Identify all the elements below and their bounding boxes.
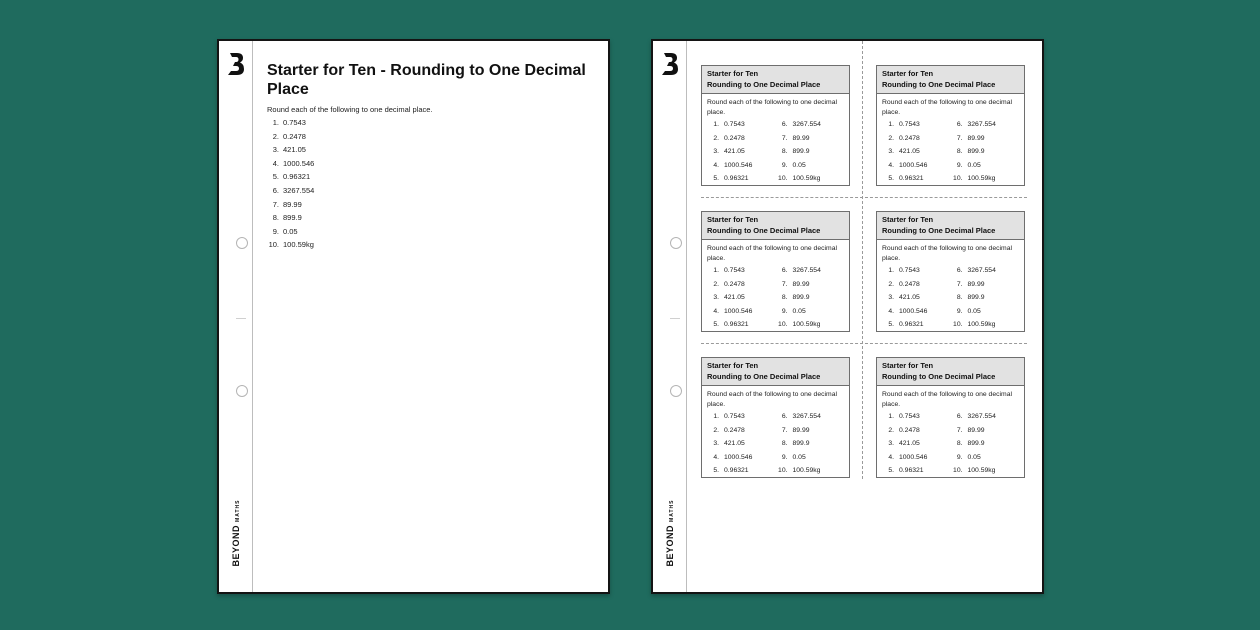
question-value: 421.05	[899, 440, 920, 448]
question-value: 0.05	[967, 161, 981, 169]
card-header	[877, 212, 1024, 240]
question-number: 8.	[781, 440, 788, 448]
question-value: 899.9	[792, 440, 810, 448]
question-item	[882, 132, 951, 146]
card-question-column	[776, 264, 845, 332]
question-value: 89.99	[967, 426, 985, 434]
card-question-column	[951, 410, 1020, 478]
question-item	[707, 264, 776, 278]
cut-line-vertical	[862, 41, 863, 479]
question-item	[882, 145, 951, 159]
question-number: 7.	[272, 199, 279, 209]
question-item	[707, 464, 776, 478]
question-item	[776, 145, 845, 159]
question-item	[707, 118, 776, 132]
question-item	[882, 118, 951, 132]
question-number: 7.	[781, 134, 788, 142]
question-number: 10.	[953, 175, 963, 183]
card-title: Starter for Ten	[707, 69, 759, 78]
question-number: 3.	[888, 294, 894, 302]
question-item	[951, 132, 1020, 146]
beyond-logo-icon	[660, 51, 680, 77]
question-value: 1000.546	[899, 161, 928, 169]
question-value: 3267.554	[792, 121, 821, 129]
question-number: 7.	[956, 426, 963, 434]
card-title: Starter for Ten	[707, 361, 759, 370]
card-header	[877, 358, 1024, 386]
question-number: 1.	[888, 121, 894, 129]
question-number: 6.	[781, 121, 788, 129]
question-item	[882, 159, 951, 173]
question-value: 0.7543	[724, 267, 745, 275]
question-number: 1.	[713, 121, 719, 129]
page-margin-strip	[219, 41, 253, 592]
question-number: 5.	[713, 321, 719, 329]
worksheet-page-cards	[651, 39, 1044, 594]
question-number: 6.	[272, 185, 279, 195]
question-item	[776, 305, 845, 319]
question-value: 100.59kg	[792, 321, 821, 329]
question-item	[776, 118, 845, 132]
card-subtitle: Rounding to One Decimal Place	[707, 79, 821, 89]
fold-mark	[670, 318, 680, 319]
question-value: 899.9	[967, 148, 985, 156]
question-number: 3.	[713, 148, 719, 156]
question-value: 1000.546	[283, 158, 315, 168]
question-value: 0.96321	[899, 467, 924, 475]
question-value: 421.05	[724, 294, 745, 302]
question-value: 89.99	[967, 280, 985, 288]
card-instruction: Round each of the following to one decimal place.	[707, 99, 837, 116]
question-number: 6.	[956, 267, 963, 275]
card-question-column	[951, 264, 1020, 332]
starter-card	[876, 211, 1025, 332]
question-item	[267, 213, 314, 227]
question-number: 7.	[781, 280, 788, 288]
question-value: 0.2478	[724, 280, 745, 288]
question-value: 0.7543	[899, 413, 920, 421]
question-number: 6.	[781, 267, 788, 275]
card-title: Starter for Ten	[882, 69, 934, 78]
card-header	[877, 66, 1024, 94]
question-value: 0.05	[792, 453, 806, 461]
question-value: 100.59kg	[792, 175, 821, 183]
question-item	[951, 172, 1020, 186]
question-value: 0.05	[967, 453, 981, 461]
question-value: 3267.554	[967, 121, 996, 129]
question-number: 4.	[713, 307, 719, 315]
card-question-column	[707, 264, 776, 332]
question-value: 89.99	[283, 199, 302, 209]
question-number: 6.	[956, 121, 963, 129]
question-value: 421.05	[724, 440, 745, 448]
question-item	[707, 318, 776, 332]
question-number: 10.	[268, 240, 279, 250]
question-item	[951, 305, 1020, 319]
question-list	[267, 118, 314, 254]
question-number: 2.	[272, 131, 279, 141]
question-number: 9.	[781, 307, 788, 315]
question-number: 6.	[781, 413, 788, 421]
question-value: 0.96321	[899, 321, 924, 329]
question-number: 1.	[888, 413, 894, 421]
question-item	[951, 464, 1020, 478]
brand-wordmark: BEYONDMATHS	[665, 499, 675, 567]
question-value: 0.7543	[724, 121, 745, 129]
page-margin-strip	[653, 41, 687, 592]
question-number: 2.	[713, 134, 719, 142]
question-number: 8.	[781, 294, 788, 302]
question-item	[707, 451, 776, 465]
question-item	[882, 264, 951, 278]
question-number: 4.	[888, 161, 894, 169]
question-number: 7.	[781, 426, 788, 434]
question-number: 2.	[888, 426, 894, 434]
card-title: Starter for Ten	[707, 215, 759, 224]
question-value: 0.96321	[899, 175, 924, 183]
question-item	[776, 410, 845, 424]
question-value: 421.05	[899, 148, 920, 156]
question-item	[267, 240, 314, 254]
question-number: 5.	[272, 172, 279, 182]
question-number: 8.	[956, 294, 963, 302]
question-item	[267, 159, 314, 173]
card-subtitle: Rounding to One Decimal Place	[707, 371, 821, 381]
question-number: 3.	[713, 294, 719, 302]
punch-hole	[236, 385, 248, 397]
worksheet-title: Starter for Ten - Rounding to One Decimal Place	[267, 62, 586, 98]
question-item	[776, 264, 845, 278]
question-item	[951, 145, 1020, 159]
question-number: 4.	[272, 158, 279, 168]
card-subtitle: Rounding to One Decimal Place	[882, 225, 996, 235]
question-item	[776, 278, 845, 292]
card-subtitle: Rounding to One Decimal Place	[707, 225, 821, 235]
question-value: 421.05	[724, 148, 745, 156]
question-number: 3.	[272, 145, 279, 155]
question-value: 100.59kg	[967, 467, 996, 475]
question-item	[882, 172, 951, 186]
question-value: 421.05	[899, 294, 920, 302]
cut-line-horizontal	[701, 197, 1027, 198]
question-value: 3267.554	[283, 185, 315, 195]
question-number: 6.	[956, 413, 963, 421]
question-item	[267, 118, 314, 132]
question-item	[776, 172, 845, 186]
question-number: 10.	[778, 321, 788, 329]
card-header	[702, 66, 849, 94]
question-item	[707, 159, 776, 173]
question-item	[776, 132, 845, 146]
starter-card	[701, 65, 850, 186]
question-value: 89.99	[967, 134, 985, 142]
starter-card	[876, 65, 1025, 186]
question-value: 899.9	[283, 213, 302, 223]
question-value: 0.2478	[283, 131, 306, 141]
beyond-logo-icon	[226, 51, 246, 77]
question-value: 100.59kg	[967, 175, 996, 183]
question-value: 0.05	[283, 226, 298, 236]
question-number: 7.	[956, 280, 963, 288]
question-number: 2.	[888, 280, 894, 288]
question-item	[951, 118, 1020, 132]
question-value: 0.7543	[899, 121, 920, 129]
punch-hole	[670, 385, 682, 397]
question-number: 4.	[888, 307, 894, 315]
question-value: 1000.546	[724, 453, 753, 461]
punch-hole	[236, 237, 248, 249]
question-value: 1000.546	[899, 453, 928, 461]
question-value: 899.9	[792, 148, 810, 156]
question-value: 0.96321	[283, 172, 311, 182]
card-question-column	[951, 118, 1020, 186]
card-instruction: Round each of the following to one decimal place.	[882, 99, 1012, 116]
question-item	[267, 132, 314, 146]
question-number: 7.	[956, 134, 963, 142]
fold-mark	[236, 318, 246, 319]
question-item	[707, 437, 776, 451]
question-item	[882, 278, 951, 292]
question-value: 100.59kg	[283, 240, 314, 250]
question-value: 899.9	[792, 294, 810, 302]
starter-card	[701, 357, 850, 478]
question-value: 89.99	[792, 426, 810, 434]
question-value: 0.2478	[899, 280, 920, 288]
question-value: 100.59kg	[967, 321, 996, 329]
question-value: 0.05	[967, 307, 981, 315]
question-item	[951, 278, 1020, 292]
card-header	[702, 358, 849, 386]
question-number: 5.	[713, 175, 719, 183]
card-title: Starter for Ten	[882, 361, 934, 370]
card-title: Starter for Ten	[882, 215, 934, 224]
card-instruction: Round each of the following to one decimal place.	[882, 391, 1012, 408]
question-number: 9.	[272, 226, 279, 236]
question-item	[267, 145, 314, 159]
question-number: 9.	[781, 161, 788, 169]
question-item	[776, 437, 845, 451]
question-value: 0.2478	[899, 134, 920, 142]
question-number: 5.	[888, 175, 894, 183]
question-number: 4.	[888, 453, 894, 461]
question-item	[951, 410, 1020, 424]
question-number: 4.	[713, 161, 719, 169]
question-item	[776, 424, 845, 438]
question-item	[267, 200, 314, 214]
card-instruction: Round each of the following to one decimal place.	[882, 245, 1012, 262]
question-number: 5.	[888, 467, 894, 475]
starter-card	[876, 357, 1025, 478]
punch-hole	[670, 237, 682, 249]
card-subtitle: Rounding to One Decimal Place	[882, 371, 996, 381]
question-value: 0.96321	[724, 467, 749, 475]
card-header	[702, 212, 849, 240]
question-value: 0.05	[792, 307, 806, 315]
question-item	[882, 424, 951, 438]
question-number: 3.	[713, 440, 719, 448]
question-number: 8.	[781, 148, 788, 156]
question-item	[882, 451, 951, 465]
card-subtitle: Rounding to One Decimal Place	[882, 79, 996, 89]
question-number: 8.	[272, 213, 279, 223]
question-item	[267, 186, 314, 200]
cut-line-horizontal	[701, 343, 1027, 344]
question-number: 1.	[713, 413, 719, 421]
card-question-column	[776, 118, 845, 186]
question-number: 2.	[888, 134, 894, 142]
question-number: 8.	[956, 148, 963, 156]
question-item	[267, 227, 314, 241]
question-item	[882, 318, 951, 332]
question-item	[776, 464, 845, 478]
question-number: 9.	[956, 307, 963, 315]
question-item	[951, 318, 1020, 332]
worksheet-instruction: Round each of the following to one decimal place.	[267, 105, 433, 114]
question-value: 100.59kg	[792, 467, 821, 475]
question-number: 3.	[888, 440, 894, 448]
question-value: 899.9	[967, 440, 985, 448]
question-value: 3267.554	[792, 267, 821, 275]
card-question-column	[882, 410, 951, 478]
question-value: 0.2478	[899, 426, 920, 434]
card-question-column	[707, 118, 776, 186]
question-item	[882, 305, 951, 319]
question-item	[707, 410, 776, 424]
question-number: 1.	[272, 118, 279, 127]
question-number: 5.	[888, 321, 894, 329]
question-item	[707, 132, 776, 146]
question-item	[267, 172, 314, 186]
question-value: 0.7543	[283, 118, 306, 127]
question-number: 9.	[956, 453, 963, 461]
question-item	[951, 264, 1020, 278]
brand-wordmark: BEYONDMATHS	[231, 499, 241, 567]
starter-card	[701, 211, 850, 332]
question-number: 10.	[778, 175, 788, 183]
card-instruction: Round each of the following to one decimal place.	[707, 245, 837, 262]
question-value: 421.05	[283, 145, 306, 155]
question-value: 3267.554	[792, 413, 821, 421]
question-number: 5.	[713, 467, 719, 475]
question-item	[707, 278, 776, 292]
question-number: 3.	[888, 148, 894, 156]
card-question-column	[882, 264, 951, 332]
question-number: 4.	[713, 453, 719, 461]
question-value: 3267.554	[967, 413, 996, 421]
question-item	[776, 159, 845, 173]
question-value: 0.96321	[724, 321, 749, 329]
question-item	[951, 437, 1020, 451]
question-value: 0.2478	[724, 134, 745, 142]
question-item	[707, 305, 776, 319]
question-value: 0.2478	[724, 426, 745, 434]
question-item	[776, 451, 845, 465]
question-value: 0.7543	[899, 267, 920, 275]
question-item	[882, 464, 951, 478]
question-item	[776, 291, 845, 305]
question-item	[707, 291, 776, 305]
question-value: 1000.546	[724, 307, 753, 315]
question-item	[707, 145, 776, 159]
question-value: 89.99	[792, 134, 810, 142]
card-question-column	[776, 410, 845, 478]
question-number: 10.	[953, 321, 963, 329]
question-value: 1000.546	[899, 307, 928, 315]
question-value: 1000.546	[724, 161, 753, 169]
question-item	[882, 410, 951, 424]
card-question-column	[707, 410, 776, 478]
question-number: 8.	[956, 440, 963, 448]
question-value: 89.99	[792, 280, 810, 288]
question-item	[882, 437, 951, 451]
question-item	[951, 424, 1020, 438]
card-question-column	[882, 118, 951, 186]
question-number: 9.	[781, 453, 788, 461]
question-value: 0.05	[792, 161, 806, 169]
question-number: 2.	[713, 280, 719, 288]
question-item	[882, 291, 951, 305]
question-number: 10.	[953, 467, 963, 475]
question-number: 9.	[956, 161, 963, 169]
worksheet-page-full	[217, 39, 610, 594]
question-value: 0.96321	[724, 175, 749, 183]
question-number: 1.	[888, 267, 894, 275]
question-number: 2.	[713, 426, 719, 434]
question-item	[707, 172, 776, 186]
question-item	[776, 318, 845, 332]
question-item	[951, 159, 1020, 173]
question-number: 10.	[778, 467, 788, 475]
question-value: 3267.554	[967, 267, 996, 275]
question-item	[707, 424, 776, 438]
question-item	[951, 451, 1020, 465]
question-item	[951, 291, 1020, 305]
question-value: 899.9	[967, 294, 985, 302]
card-instruction: Round each of the following to one decimal place.	[707, 391, 837, 408]
question-number: 1.	[713, 267, 719, 275]
question-value: 0.7543	[724, 413, 745, 421]
